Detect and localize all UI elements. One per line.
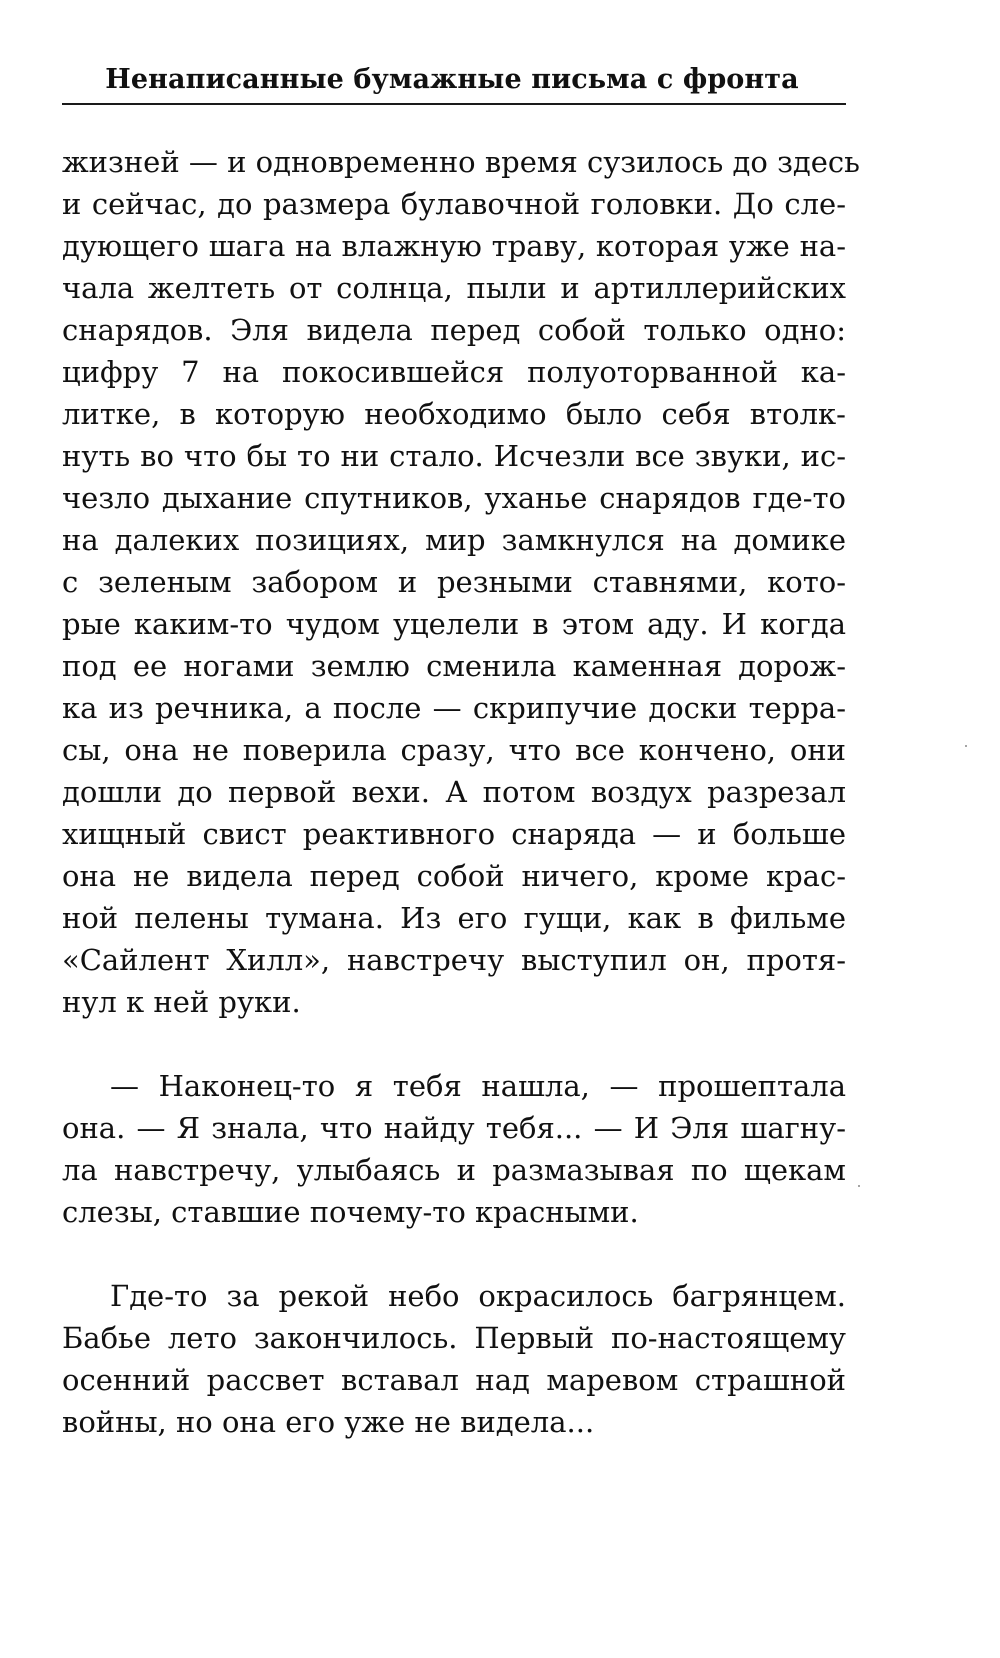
text-line: с зеленым забором и резными ставнями, кото-: [62, 565, 846, 599]
text-line: она не видела перед собой ничего, кроме крас-: [62, 859, 846, 893]
text-line: осенний рассвет вставал над маревом страшной: [62, 1363, 846, 1397]
text-line: нул к ней руки.: [62, 985, 301, 1019]
header-rule: [62, 103, 846, 105]
text-line: под ее ногами землю сменила каменная дорож-: [62, 649, 846, 683]
body-text: [62, 141, 860, 1443]
text-line: «Сайлент Хилл», навстречу выступил он, протя-: [62, 943, 846, 977]
text-line: — Наконец-то я тебя нашла, — прошептала: [110, 1069, 846, 1103]
text-line: войны, но она его уже не видела...: [62, 1405, 595, 1439]
text-line: цифру 7 на покосившейся полуоторванной ка-: [62, 355, 846, 389]
text-line: литке, в которую необходимо было себя втолк-: [62, 397, 846, 431]
text-line: жизней — и одновременно время сузилось до здесь: [62, 145, 860, 179]
paragraph-3: [62, 1275, 846, 1443]
text-line: Бабье лето закончилось. Первый по-настоящему: [62, 1321, 846, 1355]
text-line: чала желтеть от солнца, пыли и артиллерийских: [62, 271, 846, 305]
text-line: чезло дыхание спутников, уханье снарядов где-то: [62, 481, 846, 515]
scan-speck: [965, 745, 967, 747]
text-line: рые каким-то чудом уцелели в этом аду. И когда: [62, 607, 846, 641]
text-line: сы, она не поверила сразу, что все кончено, они: [62, 733, 846, 767]
running-head: Ненаписанные бумажные письма с фронта: [105, 64, 799, 95]
text-line: ла навстречу, улыбаясь и размазывая по щекам: [62, 1153, 846, 1187]
text-line: Где-то за рекой небо окрасилось багрянцем.: [110, 1279, 846, 1313]
paragraph-2: [62, 1065, 846, 1233]
paragraph-gap: [62, 1233, 846, 1275]
text-line: снарядов. Эля видела перед собой только одно:: [62, 313, 846, 347]
text-line: на далеких позициях, мир замкнулся на домике: [62, 523, 846, 557]
text-line: ка из речника, а после — скрипучие доски терра-: [62, 691, 846, 725]
paragraph-1: [62, 141, 860, 1023]
text-line: дошли до первой вехи. А потом воздух разрезал: [62, 775, 846, 809]
text-line: ной пелены тумана. Из его гущи, как в фильме: [62, 901, 846, 935]
text-line: она. — Я знала, что найду тебя... — И Эля шагну-: [62, 1111, 846, 1145]
text-line: хищный свист реактивного снаряда — и больше: [62, 817, 846, 851]
paragraph-gap: [62, 1023, 846, 1065]
text-line: нуть во что бы то ни стало. Исчезли все звуки, ис-: [62, 439, 846, 473]
text-line: дующего шага на влажную траву, которая уже на-: [62, 229, 846, 263]
text-line: и сейчас, до размера булавочной головки. До сле-: [62, 187, 846, 221]
scan-speck: [858, 1185, 860, 1187]
text-line: слезы, ставшие почему-то красными.: [62, 1195, 639, 1229]
